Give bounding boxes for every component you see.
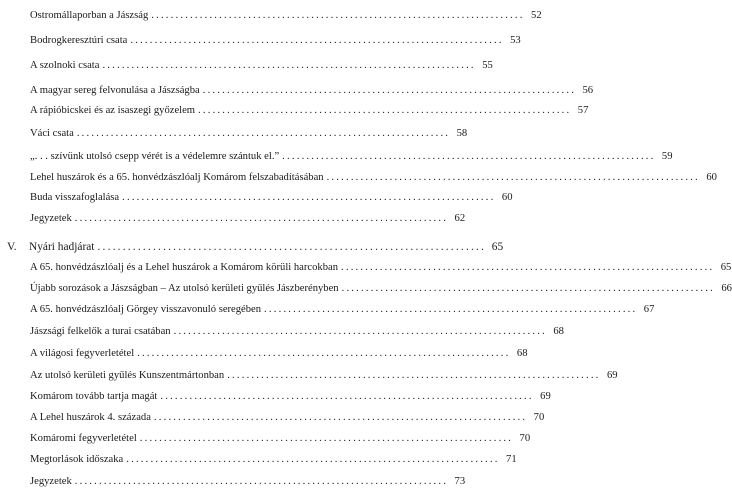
entry-page: 52 bbox=[531, 10, 542, 21]
dot-leader: ............................................................................. bbox=[74, 476, 449, 487]
entry-page: 62 bbox=[454, 213, 466, 224]
entry-title: Bodrogkeresztúri csata bbox=[30, 35, 128, 46]
entry-title: A szolnoki csata bbox=[30, 60, 100, 71]
section-label bbox=[7, 241, 94, 253]
entry-page: 59 bbox=[661, 151, 673, 162]
entry-title: „. . . szívünk utolsó csepp vérét is a védelemre szántuk el.” bbox=[30, 151, 280, 162]
entry-title: Megtorlások időszaka bbox=[30, 454, 124, 465]
toc-entry bbox=[30, 404, 545, 424]
entry-page: 56 bbox=[582, 85, 594, 96]
toc-entry bbox=[30, 184, 513, 204]
entry-title: A 65. honvédzászlóalj Görgey visszavonuló seregében bbox=[30, 304, 262, 315]
entry-page: 67 bbox=[643, 304, 655, 315]
toc-entry bbox=[30, 362, 618, 382]
dot-leader: ............................................................................. bbox=[341, 283, 715, 294]
entry-page: 70 bbox=[533, 412, 545, 423]
toc-entry bbox=[30, 296, 655, 316]
toc-entry bbox=[30, 318, 564, 338]
toc-entry bbox=[30, 143, 673, 163]
section-page: 65 bbox=[491, 241, 504, 253]
entry-page: 58 bbox=[456, 128, 468, 139]
entry-page: 68 bbox=[516, 348, 528, 359]
dot-leader: ............................................................................. bbox=[173, 326, 547, 337]
dot-leader: ............................................................................. bbox=[264, 304, 638, 315]
toc-entry bbox=[30, 275, 732, 295]
entry-page: 69 bbox=[606, 370, 618, 381]
section-number: V. bbox=[7, 241, 17, 253]
entry-page: 68 bbox=[553, 326, 564, 337]
toc-entry bbox=[30, 120, 468, 140]
dot-leader: ............................................................................. bbox=[74, 213, 449, 224]
dot-leader: ............................................................................. bbox=[282, 151, 656, 162]
dot-leader: ............................................................................. bbox=[198, 105, 572, 116]
dot-leader: ............................................................................. bbox=[102, 60, 476, 71]
entry-title: Ostromállaporban a Jászság bbox=[30, 10, 149, 21]
dot-leader: ............................................................................. bbox=[122, 192, 496, 203]
entry-title: Jegyzetek bbox=[30, 213, 72, 224]
entry-page: 71 bbox=[506, 454, 517, 465]
entry-page: 60 bbox=[501, 192, 513, 203]
entry-page: 65 bbox=[720, 262, 732, 273]
toc-entry bbox=[30, 340, 528, 360]
entry-title: A magyar sereg felvonulása a Jászságba bbox=[30, 85, 200, 96]
dot-leader: ............................................................................. bbox=[130, 35, 504, 46]
dot-leader: ............................................................................. bbox=[126, 454, 500, 465]
dot-leader: ............................................................................. bbox=[139, 433, 514, 444]
toc-entry bbox=[30, 205, 466, 225]
entry-page: 73 bbox=[454, 476, 466, 487]
entry-page: 57 bbox=[577, 105, 589, 116]
dot-leader: ............................................................................. bbox=[341, 262, 715, 273]
entry-title: Buda visszafoglalása bbox=[30, 192, 120, 203]
entry-title: Lehel huszárok és a 65. honvédzászlóalj Komárom felszabadításában bbox=[30, 172, 324, 183]
section-heading bbox=[7, 233, 504, 253]
dot-leader: ............................................................................. bbox=[76, 128, 451, 139]
toc-entry bbox=[30, 27, 521, 47]
toc-entry bbox=[30, 77, 594, 97]
dot-leader: ............................................................................. bbox=[160, 391, 534, 402]
dot-leader: ............................................................................. bbox=[202, 85, 577, 96]
dot-leader: ............................................................................. bbox=[227, 370, 601, 381]
entry-title: Újabb sorozások a Jászságban – Az utolsó kerületi gyűlés Jászberényben bbox=[30, 283, 339, 294]
section-title: Nyári hadjárat bbox=[29, 241, 95, 253]
entry-title: Komáromi fegyverletétel bbox=[30, 433, 137, 444]
entry-title: Az utolsó kerületi gyűlés Kunszentmártonban bbox=[30, 370, 225, 381]
entry-title: A Lehel huszárok 4. százada bbox=[30, 412, 151, 423]
entry-page: 55 bbox=[482, 60, 493, 71]
dot-leader: ............................................................................. bbox=[153, 412, 528, 423]
toc-entry bbox=[30, 383, 551, 403]
entry-page: 70 bbox=[519, 433, 531, 444]
entry-title: Jegyzetek bbox=[30, 476, 72, 487]
entry-page: 60 bbox=[706, 172, 717, 183]
toc-entry bbox=[30, 468, 466, 488]
toc-entry bbox=[30, 425, 531, 445]
dot-leader: ............................................................................. bbox=[137, 348, 511, 359]
toc-entry bbox=[30, 446, 517, 466]
entry-title: Jászsági felkelők a turai csatában bbox=[30, 326, 171, 337]
toc-entry bbox=[30, 2, 542, 22]
toc-entry bbox=[30, 52, 493, 72]
entry-page: 66 bbox=[721, 283, 732, 294]
entry-page: 69 bbox=[540, 391, 551, 402]
entry-title: A rápióbicskei és az isaszegi győzelem bbox=[30, 105, 196, 116]
toc-entry bbox=[30, 254, 732, 274]
dot-leader: ............................................................................. bbox=[151, 10, 525, 21]
dot-leader: ............................................................................. bbox=[326, 172, 700, 183]
toc-entry bbox=[30, 97, 589, 117]
entry-title: Komárom tovább tartja magát bbox=[30, 391, 158, 402]
entry-page: 53 bbox=[510, 35, 521, 46]
entry-title: Váci csata bbox=[30, 128, 74, 139]
entry-title: A világosi fegyverletétel bbox=[30, 348, 135, 359]
toc-entry bbox=[30, 164, 717, 184]
dot-leader: ............................................................................. bbox=[97, 241, 487, 253]
entry-title: A 65. honvédzászlóalj és a Lehel huszárok a Komárom körüli harcokban bbox=[30, 262, 338, 273]
